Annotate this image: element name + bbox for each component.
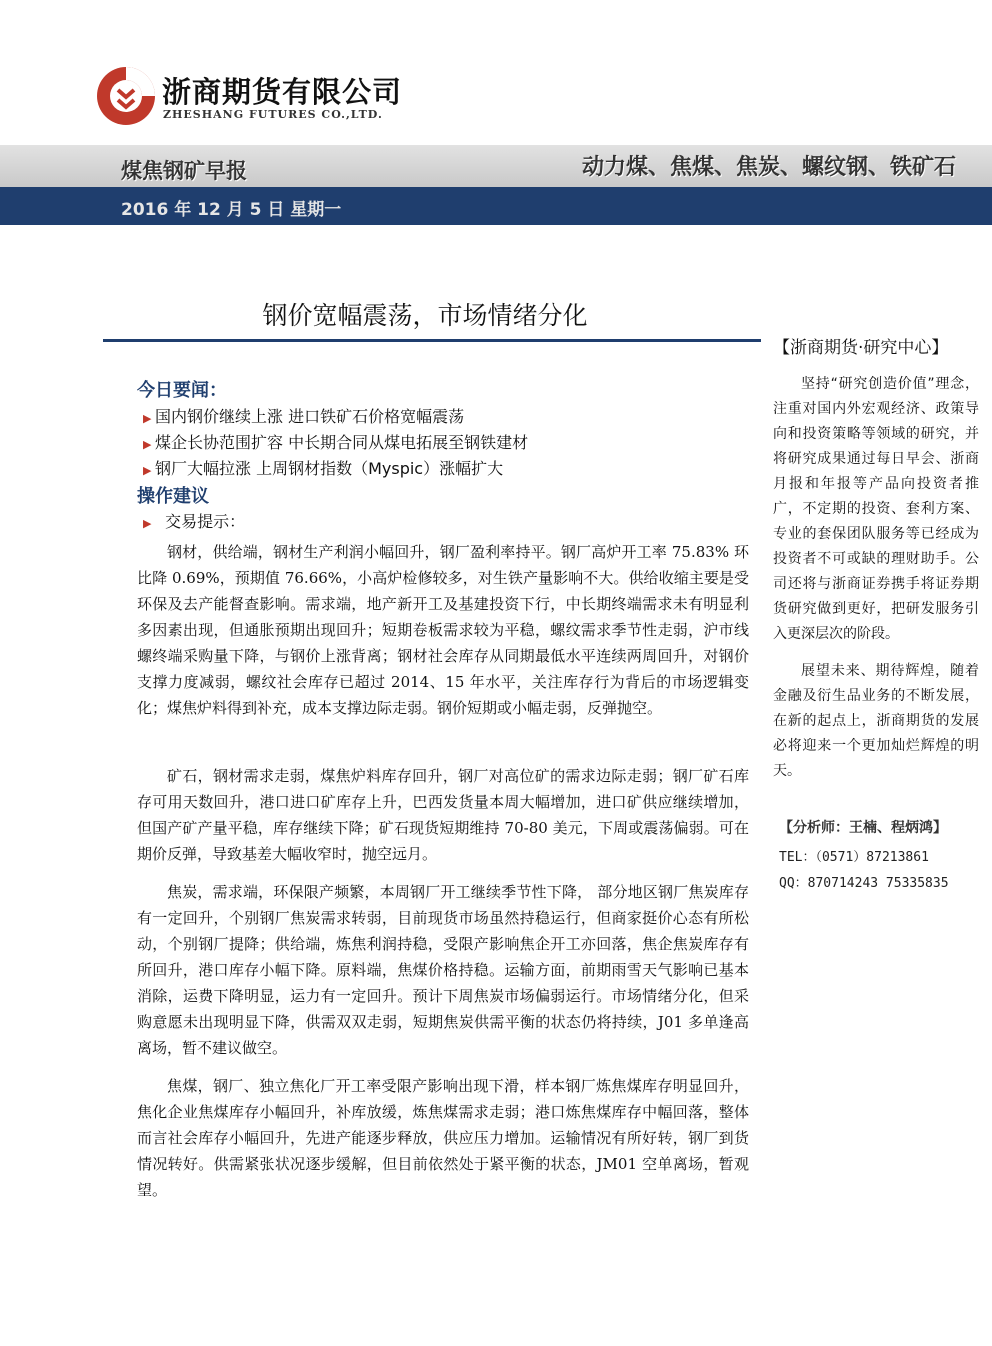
- company-name-en: ZHESHANG FUTURES CO.,LTD.: [163, 108, 383, 121]
- bullet-arrow-icon: ▶: [143, 464, 152, 477]
- logo-emblem-icon: [96, 66, 156, 126]
- news-item: ▶ 钢厂大幅拉涨 上周钢材指数（Myspic）涨幅扩大: [143, 456, 528, 482]
- bullet-arrow-icon: ▶: [143, 412, 152, 425]
- bullet-arrow-icon: ▶: [143, 517, 152, 530]
- company-outlook-paragraph: 展望未来、期待辉煌，随着金融及衍生品业务的不断发展，在新的起点上，浙商期货的发展必将迎来一个更加灿烂辉煌的明天。: [773, 663, 979, 779]
- title-divider: [103, 339, 761, 342]
- page-title: 钢价宽幅震荡，市场情绪分化: [262, 301, 588, 330]
- trade-tip: ▶ 交易提示：: [143, 509, 245, 537]
- news-item: ▶ 煤企长协范围扩容 中长期合同从煤电拓展至钢铁建材: [143, 430, 528, 456]
- commodities-list: 动力煤、焦煤、焦炭、螺纹钢、铁矿石: [581, 155, 956, 180]
- coke-paragraph: 焦炭，需求端，环保限产频繁，本周钢厂开工继续季节性下降， 部分地区钢厂焦炭库存有一定回升，个别钢厂焦炭需求转弱，目前现货市场虽然持稳运行，但商家挺价心态有所松动，个别钢厂提降；供给端，炼焦利润持稳，受限产影响焦企开工亦回落，焦企焦炭库存有所回升，港口库存小幅下降。原料端，焦煤价格持稳。运输方面，前期雨雪天气影响已基本消除，运费下降明显，运力有一定回升。预计下周焦炭市场偏弱运行。市场情绪分化，但采购意愿未出现明显下降，供需双双走弱，短期焦炭供需平衡的状态仍将持续，J01 多单逢高离场，暂不建议做空。: [137, 883, 749, 1057]
- contact-tel: TEL：（0571）87213861: [779, 850, 929, 865]
- report-date: 2016 年 12 月 5 日 星期一: [121, 200, 342, 220]
- analyst-names: 【分析师：王楠、程炳鸿】: [779, 820, 947, 836]
- company-name-cn: 浙商期货有限公司: [162, 75, 403, 109]
- advice-heading: 操作建议: [137, 486, 209, 507]
- coking-coal-paragraph: 焦煤，钢厂、独立焦化厂开工率受限产影响出现下滑，样本钢厂炼焦煤库存明显回升，焦化企业焦煤库存小幅回升，补库放缓，炼焦煤需求走弱；港口炼焦煤库存中幅回落，整体而言社会库存小幅回升，先进产能逐步释放，供应压力增加。运输情况有所好转，钢厂到货情况转好。供需紧张状况逐步缓解，但目前依然处于紧平衡的状态，JM01 空单离场，暂观望。: [137, 1077, 749, 1199]
- steel-paragraph: 钢材，供给端，钢材生产利润小幅回升，钢厂盈利率持平。钢厂高炉开工率 75.83% 环比降 0.69%，预期值 76.66%，小高炉检修较多，对生铁产量影响不大。供给收缩主要是受环保及去产能督查影响。需求端，地产新开工及基建投资下行，中长期终端需求未有明显利多因素出现，但通胀预期出现回升；短期卷板需求较为平稳，螺纹需求季节性走弱，沪市线螺终端采购量下降，与钢价上涨背离；钢材社会库存从同期最低水平连续两周回升，对钢价支撑力度减弱，螺纹社会库存已超过 2014、15 年水平，关注库存行为背后的市场逻辑变化；煤焦炉料得到补充，成本支撑边际走弱。钢价短期或小幅走弱，反弹抛空。: [137, 543, 749, 717]
- iron-ore-paragraph: 矿石，钢材需求走弱，煤焦炉料库存回升，钢厂对高位矿的需求边际走弱；钢厂矿石库存可用天数回升，港口进口矿库存上升，巴西发货量本周大幅增加，进口矿供应继续增加，但国产矿产量平稳，库存继续下降；矿石现货短期维持 70-80 美元，下周或震荡偏弱。可在期价反弹，导致基差大幅收窄时，抛空远月。: [137, 767, 749, 863]
- company-intro-paragraph: 坚持“研究创造价值”理念，注重对国内外宏观经济、政策导向和投资策略等领域的研究，并将研究成果通过每日早会、浙商月报和年报等产品向投资者推广，不定期的投资、套利方案、专业的套保团队服务等已经成为投资者不可或缺的理财助手。公司还将与浙商证券携手将证券期货研究做到更好，把研发服务引入更深层次的阶段。: [773, 376, 979, 642]
- company-logo: [96, 66, 156, 126]
- news-list: [143, 404, 528, 482]
- report-name: 煤焦钢矿早报: [121, 159, 247, 183]
- news-item: ▶ 国内钢价继续上涨 进口铁矿石价格宽幅震荡: [143, 404, 528, 430]
- contact-qq: QQ：870714243 75335835: [779, 876, 949, 891]
- news-heading: 今日要闻：: [137, 380, 227, 401]
- bullet-arrow-icon: ▶: [143, 438, 152, 451]
- research-center-label: 【浙商期货·研究中心】: [773, 338, 949, 358]
